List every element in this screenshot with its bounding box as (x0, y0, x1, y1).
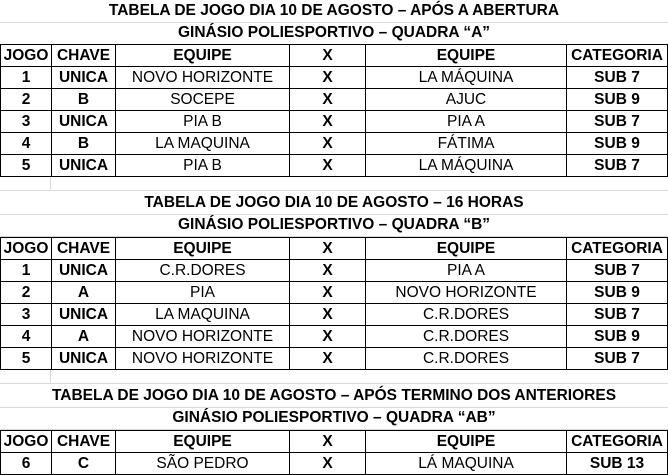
cell-x: X (290, 453, 366, 475)
cell-equipe-1: PIA B (116, 111, 290, 133)
cell-equipe-1: NOVO HORIZONTE (116, 326, 290, 348)
cell-equipe-2: LA MÁQUINA (366, 155, 567, 177)
cell-x: X (290, 304, 366, 326)
cell-jogo: 1 (1, 260, 52, 282)
table-row (1, 453, 668, 475)
table-row (1, 348, 668, 370)
section-2-table (0, 237, 668, 370)
cell-chave: UNICA (52, 67, 116, 89)
cell-x: X (290, 282, 366, 304)
table-header-row (1, 431, 668, 453)
section-1-table (0, 44, 668, 177)
table-row (1, 282, 668, 304)
cell-equipe-2: LA MÁQUINA (366, 67, 567, 89)
cell-categoria: SUB 7 (567, 348, 668, 370)
cell-chave: B (52, 89, 116, 111)
cell-jogo: 4 (1, 326, 52, 348)
header-jogo: JOGO (1, 45, 52, 67)
cell-categoria: SUB 13 (567, 453, 668, 475)
table-row (1, 155, 668, 177)
cell-chave: C (52, 453, 116, 475)
cell-categoria: SUB 9 (567, 326, 668, 348)
table-row (1, 133, 668, 155)
cell-jogo: 1 (1, 67, 52, 89)
section-2-subtitle: GINÁSIO POLIESPORTIVO – QUADRA “B” (0, 214, 668, 237)
cell-x: X (290, 111, 366, 133)
cell-equipe-1: LA MAQUINA (116, 304, 290, 326)
cell-x: X (290, 67, 366, 89)
cell-jogo: 6 (1, 453, 52, 475)
cell-x: X (290, 133, 366, 155)
cell-jogo: 4 (1, 133, 52, 155)
header-categoria: CATEGORIA (567, 431, 668, 453)
cell-chave: B (52, 133, 116, 155)
cell-x: X (290, 89, 366, 111)
header-equipe-1: EQUIPE (116, 238, 290, 260)
cell-equipe-2: AJUC (366, 89, 567, 111)
cell-equipe-2: PIA A (366, 111, 567, 133)
header-equipe-2: EQUIPE (366, 238, 567, 260)
cell-equipe-2: FÁTIMA (366, 133, 567, 155)
table-row (1, 304, 668, 326)
table-row (1, 260, 668, 282)
cell-jogo: 2 (1, 282, 52, 304)
cell-equipe-1: PIA (116, 282, 290, 304)
cell-categoria: SUB 7 (567, 155, 668, 177)
cell-x: X (290, 155, 366, 177)
table-row (1, 89, 668, 111)
header-chave: CHAVE (52, 238, 116, 260)
cell-equipe-1: LA MAQUINA (116, 133, 290, 155)
cell-chave: UNICA (52, 111, 116, 133)
section-3-title: TABELA DE JOGO DIA 10 DE AGOSTO – APÓS TERMINO DOS ANTERIORES (0, 385, 668, 408)
cell-equipe-2: PIA A (366, 260, 567, 282)
section-1-subtitle: GINÁSIO POLIESPORTIVO – QUADRA “A” (0, 22, 668, 45)
header-x: X (290, 431, 366, 453)
table-row (1, 67, 668, 89)
header-jogo: JOGO (1, 431, 52, 453)
cell-categoria: SUB 7 (567, 111, 668, 133)
table-row (1, 111, 668, 133)
cell-categoria: SUB 9 (567, 89, 668, 111)
cell-categoria: SUB 7 (567, 260, 668, 282)
cell-equipe-1: NOVO HORIZONTE (116, 67, 290, 89)
header-equipe-2: EQUIPE (366, 45, 567, 67)
header-x: X (290, 238, 366, 260)
cell-jogo: 3 (1, 111, 52, 133)
cell-equipe-1: SOCEPE (116, 89, 290, 111)
cell-equipe-2: C.R.DORES (366, 326, 567, 348)
cell-chave: UNICA (52, 260, 116, 282)
cell-chave: A (52, 326, 116, 348)
cell-equipe-1: SÃO PEDRO (116, 453, 290, 475)
header-chave: CHAVE (52, 45, 116, 67)
section-2-title: TABELA DE JOGO DIA 10 DE AGOSTO – 16 HORAS (0, 192, 668, 215)
table-row (1, 326, 668, 348)
blank-row (0, 370, 668, 384)
table-header-row (1, 238, 668, 260)
cell-equipe-1: NOVO HORIZONTE (116, 348, 290, 370)
section-3-table (0, 430, 668, 475)
cell-categoria: SUB 9 (567, 133, 668, 155)
cell-equipe-2: C.R.DORES (366, 304, 567, 326)
cell-jogo: 3 (1, 304, 52, 326)
header-x: X (290, 45, 366, 67)
cell-x: X (290, 260, 366, 282)
cell-x: X (290, 326, 366, 348)
header-equipe-1: EQUIPE (116, 431, 290, 453)
cell-chave: UNICA (52, 304, 116, 326)
section-3-subtitle: GINÁSIO POLIESPORTIVO – QUADRA “AB” (0, 407, 668, 430)
cell-equipe-1: PIA B (116, 155, 290, 177)
cell-jogo: 2 (1, 89, 52, 111)
cell-jogo: 5 (1, 348, 52, 370)
table-header-row (1, 45, 668, 67)
cell-x: X (290, 348, 366, 370)
header-chave: CHAVE (52, 431, 116, 453)
cell-equipe-2: NOVO HORIZONTE (366, 282, 567, 304)
header-equipe-1: EQUIPE (116, 45, 290, 67)
cell-chave: UNICA (52, 155, 116, 177)
cell-equipe-1: C.R.DORES (116, 260, 290, 282)
header-categoria: CATEGORIA (567, 238, 668, 260)
cell-categoria: SUB 9 (567, 282, 668, 304)
header-jogo: JOGO (1, 238, 52, 260)
header-equipe-2: EQUIPE (366, 431, 567, 453)
cell-chave: A (52, 282, 116, 304)
cell-categoria: SUB 7 (567, 67, 668, 89)
cell-jogo: 5 (1, 155, 52, 177)
cell-categoria: SUB 7 (567, 304, 668, 326)
cell-chave: UNICA (52, 348, 116, 370)
blank-row (0, 177, 668, 191)
cell-equipe-2: C.R.DORES (366, 348, 567, 370)
cell-equipe-2: LÁ MAQUINA (366, 453, 567, 475)
header-categoria: CATEGORIA (567, 45, 668, 67)
section-1-title: TABELA DE JOGO DIA 10 DE AGOSTO – APÓS A ABERTURA (0, 0, 668, 23)
